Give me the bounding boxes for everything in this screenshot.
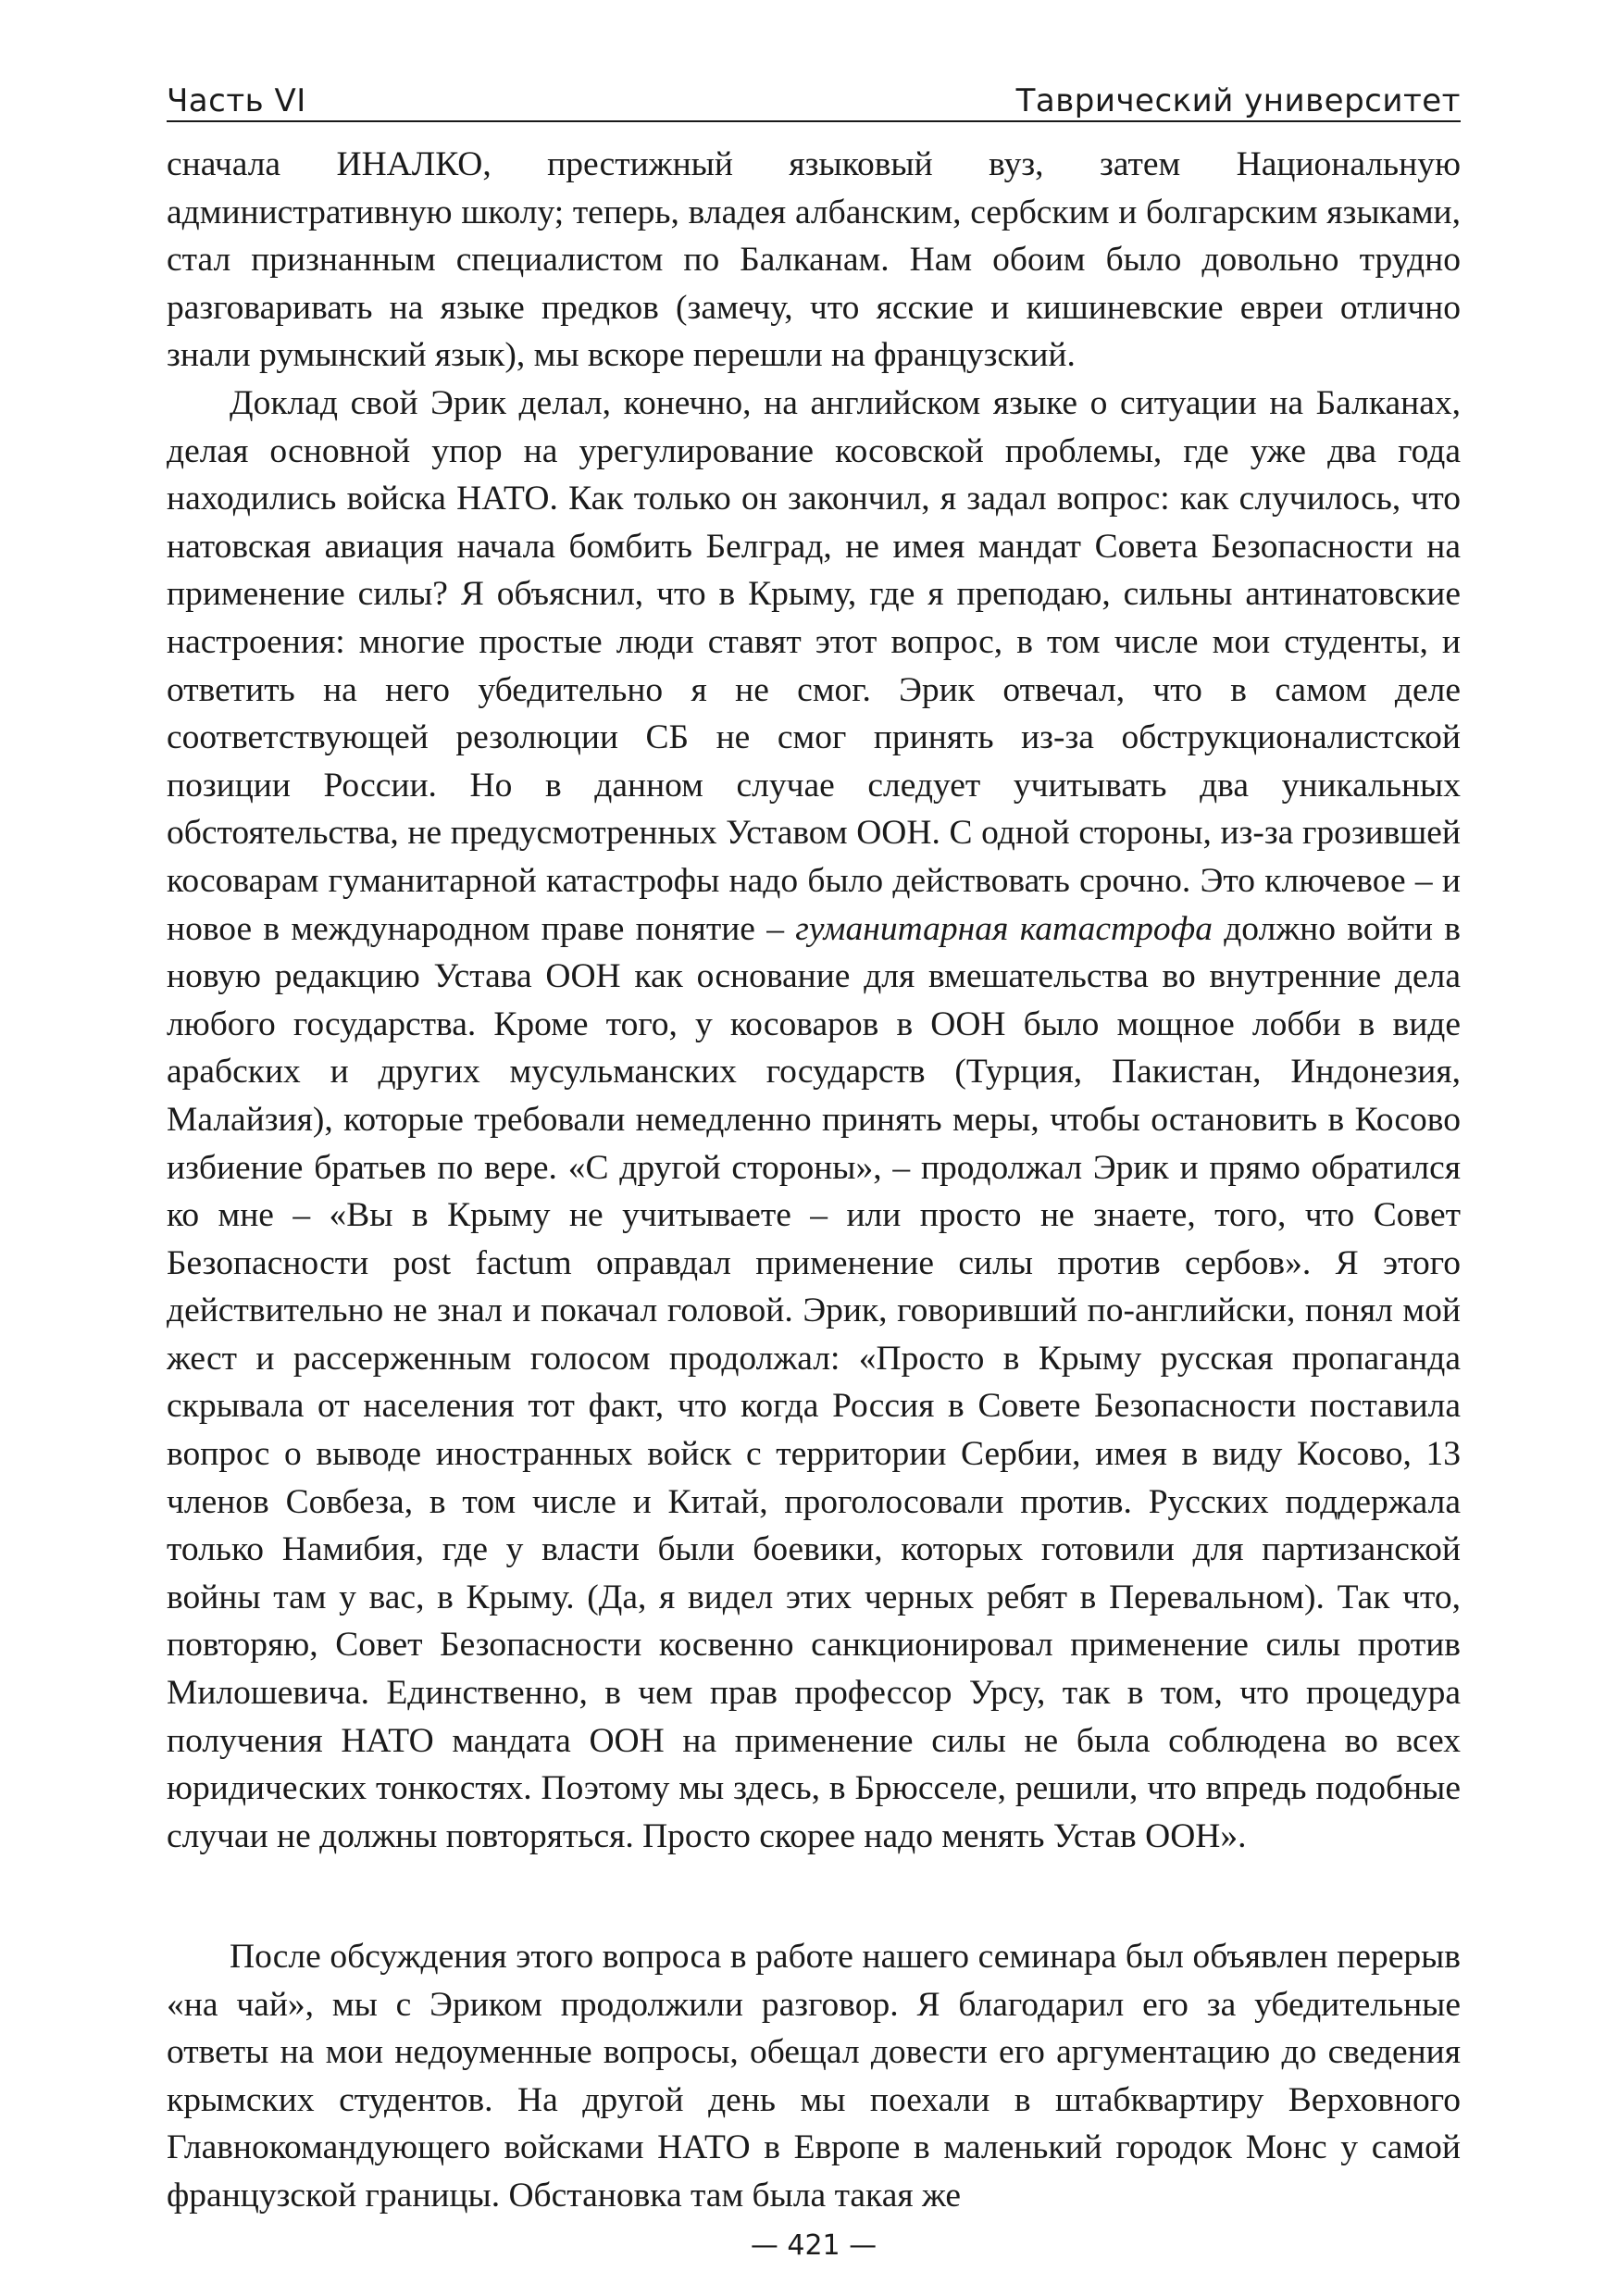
paragraph-2 (167, 380, 1461, 1933)
body-text (167, 141, 1461, 2220)
italic-term: гуманитарная катастрофа (795, 909, 1213, 948)
paragraph-2-part-2: должно войти в новую редакцию Устава ООН как основание для вмешательства во внутренние дела любого государства. Кроме того, у косоваров в ООН было мощное лобби в виде арабских и других мусульманских государств (Турция, Пакистан, Индонезия, Малайзия), которые требовали немедленно принять меры, чтобы остановить в Косово избиение братьев по вере. «С другой стороны», – продолжал Эрик и прямо обратился ко мне – «Вы в Крыму не учитываете – или просто не знаете, того, что Совет Безопасности post factum оправдал применение силы против сербов». Я этого действительно не знал и покачал головой. Эрик, говоривший по-английски, понял мой жест и рассерженным голосом продолжал: «Просто в Крыму русская пропаганда скрывала от населения тот факт, что когда Россия в Совете Безопасности поставила вопрос о выводе иностранных войск с территории Сербии, имея в виду Косово, 13 членов Совбеза, в том числе и Китай, проголосовали против. Русских поддержала только Намибия, где у власти были боевики, которых готовили для партизанской войны там у вас, в Крыму. (Да, я видел этих черных ребят в Перевальном). Так что, повторяю, Совет Безопасности косвенно санкционировал применение силы против Милошевича. Единственно, в чем прав профессор Урсу, так в том, что процедура получения НАТО мандата ООН на применение силы не была соблюдена во всех юридических тонкостях. Поэтому мы здесь, в Брюсселе, решили, что впредь подобные случаи не должны повторяться. Просто скорее надо менять Устав ООН». (167, 909, 1461, 1855)
part-title: Часть VI (167, 82, 306, 119)
paragraph-1: сначала ИНАЛКО, престижный языковый вуз, затем Национальную административную школу; теперь, владея албанским, сербским и болгарским языками, стал признанным специалистом по Балканам. Нам обоим было довольно трудно разговаривать на языке предков (замечу, что ясские и кишиневские евреи отлично знали румынский язык), мы вскоре перешли на французский. (167, 145, 1461, 375)
paragraph-2-part-1: Доклад свой Эрик делал, конечно, на английском языке о ситуации на Балканах, делая основной упор на урегулирование косовской проблемы, где уже два года находились войска НАТО. Как только он закончил, я задал вопрос: как случилось, что натовская авиация начала бомбить Белград, не имея мандат Совета Безопасности на применение силы? Я объяснил, что в Крыму, где я преподаю, сильны антинатовские настроения: многие простые люди ставят этот вопрос, в том числе мои студенты, и ответить на него убедительно я не смог. Эрик отвечал, что в самом деле соответствующей резолюции СБ не смог принять из-за обструкционалистской позиции России. Но в данном случае следует учитывать два уникальных обстоятельства, не предусмотренных Уставом ООН. С одной стороны, из-за грозившей косоварам гуманитарной катастрофы надо было действовать срочно. Это ключевое – и новое в международном праве понятие – (167, 384, 1461, 948)
running-header (167, 72, 1461, 122)
paragraph-3: После обсуждения этого вопроса в работе нашего семинара был объявлен перерыв «на чай», мы с Эриком продолжили разговор. Я благодарил его за убедительные ответы на мои недоуменные вопросы, обещал довести его аргументацию до сведения крымских студентов. На другой день мы поехали в штабквартиру Верховного Главнокомандующего войсками НАТО в Европе в маленький городок Монс у самой французской границы. Обстановка там была такая же (167, 1938, 1461, 2215)
book-page (167, 0, 1461, 2296)
page-number: — 421 — (750, 2229, 877, 2262)
running-title: Таврический университет (1015, 82, 1461, 119)
